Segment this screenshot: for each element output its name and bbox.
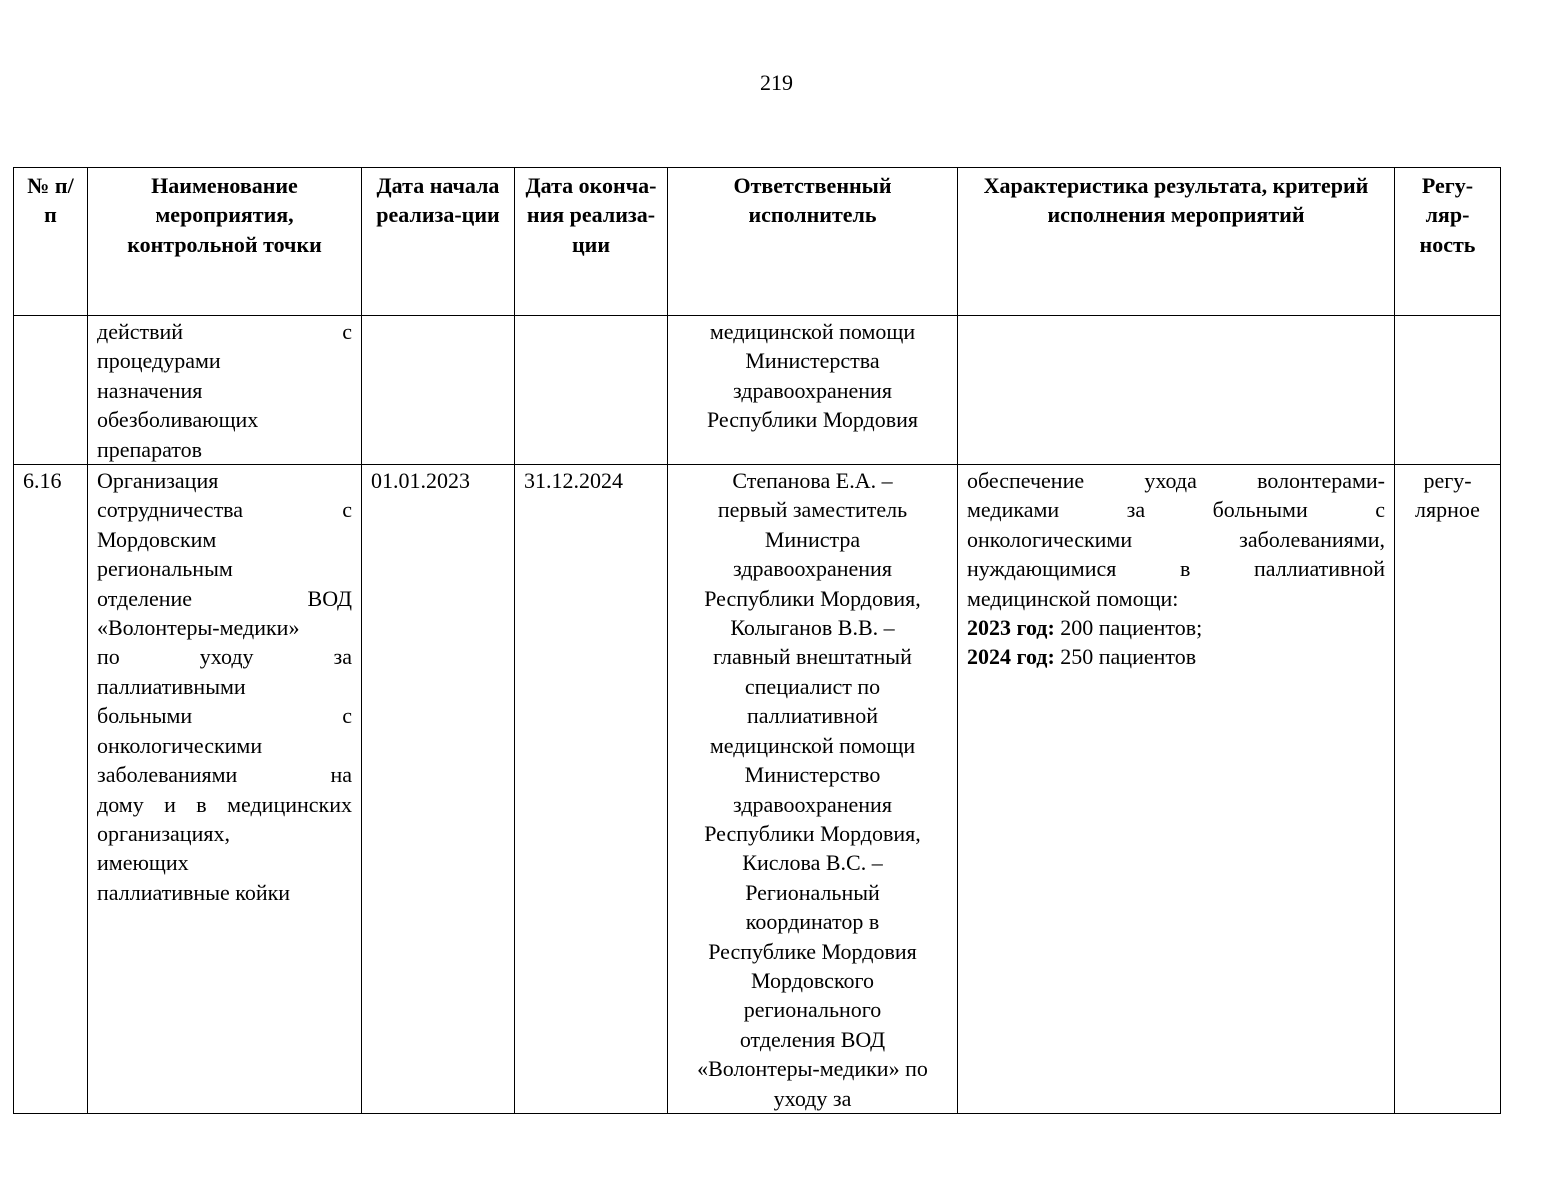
cell-name-line: паллиативными — [97, 673, 246, 699]
table-header-row — [14, 168, 1501, 316]
cell-name — [88, 316, 362, 465]
header-end-date: Дата оконча-ния реализа-ции — [515, 168, 668, 316]
result-2023-value: 200 пациентов; — [1060, 615, 1203, 641]
cell-responsible-line: уходу за — [773, 1085, 852, 1111]
cell-responsible-line: здравоохранения — [733, 791, 892, 817]
header-result: Характеристика результата, критерий исполнения мероприятий — [958, 168, 1395, 316]
cell-num — [14, 316, 88, 465]
cell-name-line: больными с — [97, 703, 352, 729]
cell-responsible-line: Министра — [764, 526, 861, 552]
table-row-continuation — [14, 316, 1501, 465]
cell-responsible-line: Республики Мордовия, — [704, 585, 921, 611]
cell-responsible-line: Республики Мордовия — [706, 407, 919, 433]
cell-result-line: онкологическими заболеваниями, — [967, 526, 1385, 552]
cell-name-line: онкологическими — [97, 732, 263, 758]
result-2024 — [967, 642, 1385, 671]
cell-name-line: препаратов — [97, 436, 202, 462]
cell-responsible-line: отделения ВОД — [739, 1026, 886, 1052]
cell-result-line: медицинской помощи: — [967, 585, 1179, 611]
cell-responsible-line: медицинской помощи — [709, 732, 916, 758]
cell-responsible-line: координатор в — [745, 909, 880, 935]
cell-name-line: организациях, — [97, 820, 230, 846]
cell-responsible-line: Степанова Е.А. – — [732, 468, 893, 494]
table-row-6-16 — [14, 465, 1501, 1114]
cell-responsible-line: первый заместитель — [717, 497, 908, 523]
result-2024-label: 2024 год: — [967, 644, 1055, 670]
cell-name-line: дому и в медицинских — [97, 791, 352, 817]
cell-responsible-line: здравоохранения — [733, 377, 892, 403]
cell-responsible-line: Республики Мордовия, — [704, 820, 921, 846]
cell-name-line: процедурами — [97, 348, 221, 374]
cell-responsible-line: «Волонтеры-медики» по — [697, 1056, 928, 1082]
cell-responsible-line: Министерство — [744, 762, 881, 788]
header-name: Наименование мероприятия, контрольной точки — [88, 168, 362, 316]
cell-responsible-line: Республике Мордовия — [708, 938, 917, 964]
header-responsible: Ответственный исполнитель — [668, 168, 958, 316]
result-2023-label: 2023 год: — [967, 615, 1055, 641]
cell-regularity-line: регу- — [1423, 468, 1472, 494]
header-start-date: Дата начала реализа-ции — [362, 168, 515, 316]
cell-name-line: заболеваниями на — [97, 762, 352, 788]
cell-responsible-line: здравоохранения — [733, 556, 892, 582]
cell-responsible-line: Министерства — [745, 348, 880, 374]
cell-num: 6.16 — [14, 465, 88, 1114]
cell-result — [958, 465, 1395, 1114]
cell-name-line: по уходу за — [97, 644, 352, 670]
cell-responsible-line: регионального — [743, 997, 882, 1023]
cell-name-line: назначения — [97, 377, 203, 403]
cell-responsible-line: паллиативной — [747, 703, 878, 729]
cell-result-line: медиками за больными с — [967, 497, 1385, 523]
cell-regularity-line: лярное — [1415, 497, 1480, 523]
result-2023 — [967, 613, 1385, 642]
cell-responsible-line: главный внештатный — [713, 644, 912, 670]
cell-responsible-line: Мордовского — [751, 967, 874, 993]
cell-start-date: 01.01.2023 — [362, 465, 515, 1114]
cell-responsible-line: специалист по — [744, 673, 881, 699]
measures-table — [13, 167, 1501, 1114]
cell-responsible — [668, 316, 958, 465]
cell-name-line: «Волонтеры-медики» — [97, 615, 300, 641]
cell-responsible-line: Колыганов В.В. – — [730, 615, 895, 641]
cell-name-line: паллиативные койки — [97, 879, 291, 905]
cell-responsible-line: медицинской помощи — [709, 319, 916, 344]
cell-name-line: Организация — [97, 468, 219, 494]
cell-name-line: региональным — [97, 556, 233, 582]
cell-responsible-line: Кислова В.С. – — [742, 850, 883, 876]
cell-end-date: 31.12.2024 — [515, 465, 668, 1114]
cell-result-line: обеспечение ухода волонтерами- — [967, 468, 1385, 494]
header-num: № п/п — [14, 168, 88, 316]
page-number: 219 — [760, 70, 793, 95]
cell-name-line: отделение ВОД — [97, 585, 352, 611]
cell-name — [88, 465, 362, 1114]
cell-regularity — [1395, 316, 1501, 465]
cell-name-line: сотрудничества с — [97, 497, 352, 523]
cell-result — [958, 316, 1395, 465]
cell-name-line: Мордовским — [97, 526, 217, 552]
cell-name-line: имеющих — [97, 850, 189, 876]
header-regularity: Регу-ляр-ность — [1395, 168, 1501, 316]
cell-regularity — [1395, 465, 1501, 1114]
cell-responsible — [668, 465, 958, 1114]
cell-name-line: обезболивающих — [97, 407, 259, 433]
cell-start-date — [362, 316, 515, 465]
cell-result-line: нуждающимися в паллиативной — [967, 556, 1385, 582]
cell-end-date — [515, 316, 668, 465]
cell-name-line: действий с — [97, 319, 352, 344]
result-2024-value: 250 пациентов — [1060, 644, 1197, 670]
cell-responsible-line: Региональный — [745, 879, 880, 905]
